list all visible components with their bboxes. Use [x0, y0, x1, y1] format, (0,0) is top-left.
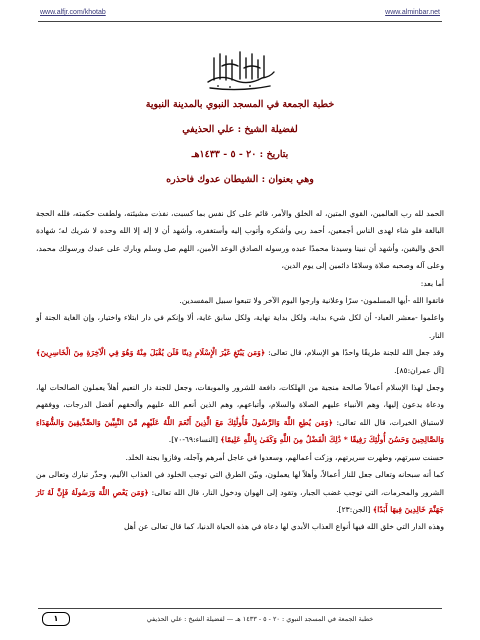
footer-caption: خطبة الجمعة في المسجد النبوي : ٢٠ - ٥ - ١٤٣٣ هـ — لفضيلة الشيخ : علي الحذيفي — [146, 615, 374, 623]
khutbah-date: بتاريخ : ٢٠ - ٥ - ١٤٣٣هـ — [191, 149, 289, 160]
basmala-calligraphy-icon — [200, 44, 280, 94]
paragraph-their-conduct: حسنت سيرتهم، وطهرت سريرتهم، وزكت أعمالهم، وسعدوا في عاجل أمرهم وآجله، وفازوا بجنة الخلد. — [125, 452, 444, 462]
paragraph-ibtila: واعلموا -معشر العباد- أن لكل شيء بداية، ولكل بداية نهاية، ولكل سابق غاية، ألا وإنكم في دار ابتلاء واختيار، وإن الغاية الجنة أو النار. — [36, 313, 444, 340]
quran-verse: ﴿وَمَن يَبْتَغِ غَيْرَ الْإِسْلَامِ دِينًا فَلَن يُقْبَلَ مِنْهُ وَهُوَ فِي الْآخِرَةِ مِنَ الْخَاسِرِينَ﴾ — [36, 348, 266, 358]
verse-reference: [آل عمران:٨٥]. — [394, 365, 444, 375]
paragraph-text: وجعل لهذا الإسلام أعمالاً صالحة منجية من الهلكات، دافعة للشرور والموبقات، وجعل للجنة دار النعيم أهلاً يعملون الصالحات لها، ودعاة يدعون إليها، وهم الأنبياء عليهم الصلاة والسلام، وأتباعهم، وهم الذين أنعم الله عليهم وألحقهم أفضل الدرجات، ووفقهم لاستباق الخيرات، قال الله تعالى: — [36, 383, 444, 427]
paragraph-amma-bad: أما بعد: — [420, 278, 444, 288]
sheikh-name: لفضيلة الشيخ : علي الحذيفي — [182, 124, 298, 135]
paragraph-islam-path — [36, 344, 444, 379]
quran-verse: ﴿وَمَن يُطِعِ اللَّهَ وَالرَّسُولَ فَأُولَٰئِكَ مَعَ الَّذِينَ أَنْعَمَ اللَّهُ عَلَيْهِم مِّنَ النَّبِيِّينَ وَالصِّدِّيقِينَ وَالشُّهَدَاءِ وَالصَّالِحِينَ وَحَسُنَ أُولَٰئِكَ رَفِيقًا * ذَٰلِكَ الْفَضْلُ مِنَ اللَّهِ وَكَفَىٰ بِاللَّهِ عَلِيمًا﴾ — [36, 417, 444, 445]
verse-reference: [النساء:٦٩-٧٠]. — [168, 435, 221, 445]
khutbah-title: خطبة الجمعة في المسجد النبوي بالمدينة النبوية — [145, 99, 335, 110]
page-number: ١ — [42, 612, 70, 626]
footer-rule — [38, 608, 442, 609]
paragraph-text: كما أنه سبحانه وتعالى جعل للنار أعمالاً، وأهلاً لها يعملون، وبيّن الطرق التي توجب الخلود في العذاب الأليم، وحذّر تبارك وتعالى من الشرور والمحرمات، التي توجب غضب الجبار، وتقود إلى الهوان ودخول النار، قال الله تعالى: — [36, 470, 445, 497]
site-link-alminbar[interactable]: www.alminbar.net — [385, 9, 440, 16]
paragraph-fire-deeds — [36, 466, 444, 518]
paragraph-fire-callers: وهذه الدار التي خلق الله فيها أنواع العذاب الأبدي لها دعاة في هذه الحياة الدنيا، كما قال تعالى عن أهل — [123, 522, 444, 532]
paragraph-opening: الحمد لله رب العالمين، القوي المتين، له الخلق والأمر، قائم على كل نفس بما كسبت، نفذت مشيئته، ولطفت حكمته، فلله الحجة البالغة فلو شاء لهدى الناس أجمعين، أحمد ربي وأشكره وأتوب إليه وأستغفره، وأشهد أن لا إله إلا الله وحده لا شريك له؛ شهادة الحق واليقين، وأشهد أن نبينا وسيدنا محمدًا عبده ورسوله الصادق الوعد الأمين، اللهم صل وسلم وبارك على عبدك ورسولك محمد، وعلى آله وصحبه صلاة وسلامًا دائمين إلى يوم الدين، — [36, 209, 444, 271]
site-link-alfjr[interactable]: www.alfjr.com/khotab — [40, 9, 106, 16]
paragraph-taqwa: فاتقوا الله -أيها المسلمون- سرًا وعلانية وارجوا اليوم الآخر ولا تتبعوا سبيل المفسدين. — [179, 296, 444, 306]
quran-verse: ﴿وَمَن يَعْصِ اللَّهَ وَرَسُولَهُ فَإِنَّ لَهُ نَارَ جَهَنَّمَ خَالِدِينَ فِيهَا أَبَدًا﴾ — [36, 487, 444, 514]
header-rule — [38, 21, 442, 22]
verse-reference: [الجن:٢٣]. — [336, 504, 373, 514]
paragraph-text: وقد جعل الله للجنة طريقًا واحدًا هو الإسلام، قال تعالى: — [265, 348, 445, 358]
khutbah-subject: وهي بعنوان : الشيطان عدوك فاحذره — [166, 174, 314, 185]
khutbah-body — [36, 205, 444, 536]
paragraph-righteous-deeds — [36, 379, 444, 449]
